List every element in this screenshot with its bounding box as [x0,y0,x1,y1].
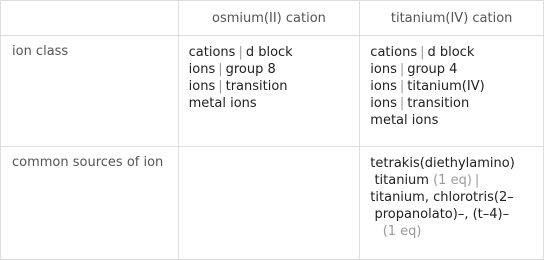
titanium-ion-class-cell [360,36,544,147]
header-titanium-label: titanium(IV) cation [390,10,513,26]
value-text: propanolato)–, (t–4)– [374,207,510,222]
value-text: transition [407,96,470,111]
value-text: group 8 [225,62,276,77]
osmium-sources-cell [178,147,360,260]
header-titanium-cation [360,1,544,36]
text-line [370,223,537,240]
value-text: ions [188,79,216,94]
value-text: transition [225,79,288,94]
table-row-common-sources [1,147,544,260]
separator-text: | [218,79,223,94]
value-text: tetrakis(diethylamino) [370,156,515,171]
header-empty-cell [1,1,179,36]
separator-text: | [238,45,243,60]
titanium-sources-cell [360,147,544,260]
text-line [370,95,537,112]
value-text: cations [188,45,236,60]
text-line [189,61,354,78]
separator-text: | [420,45,425,60]
text-line [370,172,537,189]
row-label-ion-class: ion class [1,36,179,147]
text-line [370,112,537,129]
text-line [370,206,537,223]
value-text: titanium [374,173,429,188]
text-line [189,95,354,112]
text-line [189,44,354,61]
value-text: group 4 [407,62,458,77]
value-text: ions [370,79,397,94]
header-osmium-cation [178,1,360,36]
value-text: titanium(IV) [407,79,485,94]
separator-text: | [474,173,480,188]
table-row-ion-class [1,36,544,147]
value-text: d block [427,45,475,60]
text-line [370,44,537,61]
value-text: titanium, chlorotris(2– [370,190,514,205]
separator-text: | [399,96,405,111]
separator-text: | [399,62,405,77]
text-line [189,78,354,95]
separator-text: | [218,62,223,77]
header-row [1,1,544,36]
value-text: cations [370,45,418,60]
osmium-ion-class-cell [178,36,360,147]
text-line [370,61,537,78]
row-label-common-sources: common sources of ion [1,147,179,260]
value-text: ions [370,96,397,111]
text-line [370,78,537,95]
value-text: ions [370,62,397,77]
value-text: ions [188,62,216,77]
text-line [370,189,537,206]
equivalent-count: (1 eq) [433,173,472,188]
value-text: metal ions [188,96,257,111]
equivalent-count: (1 eq) [382,224,422,239]
header-osmium-label: osmium(II) cation [212,10,326,26]
text-line [370,155,537,172]
value-text: d block [245,45,293,60]
separator-text: | [399,79,405,94]
value-text: metal ions [370,113,439,128]
